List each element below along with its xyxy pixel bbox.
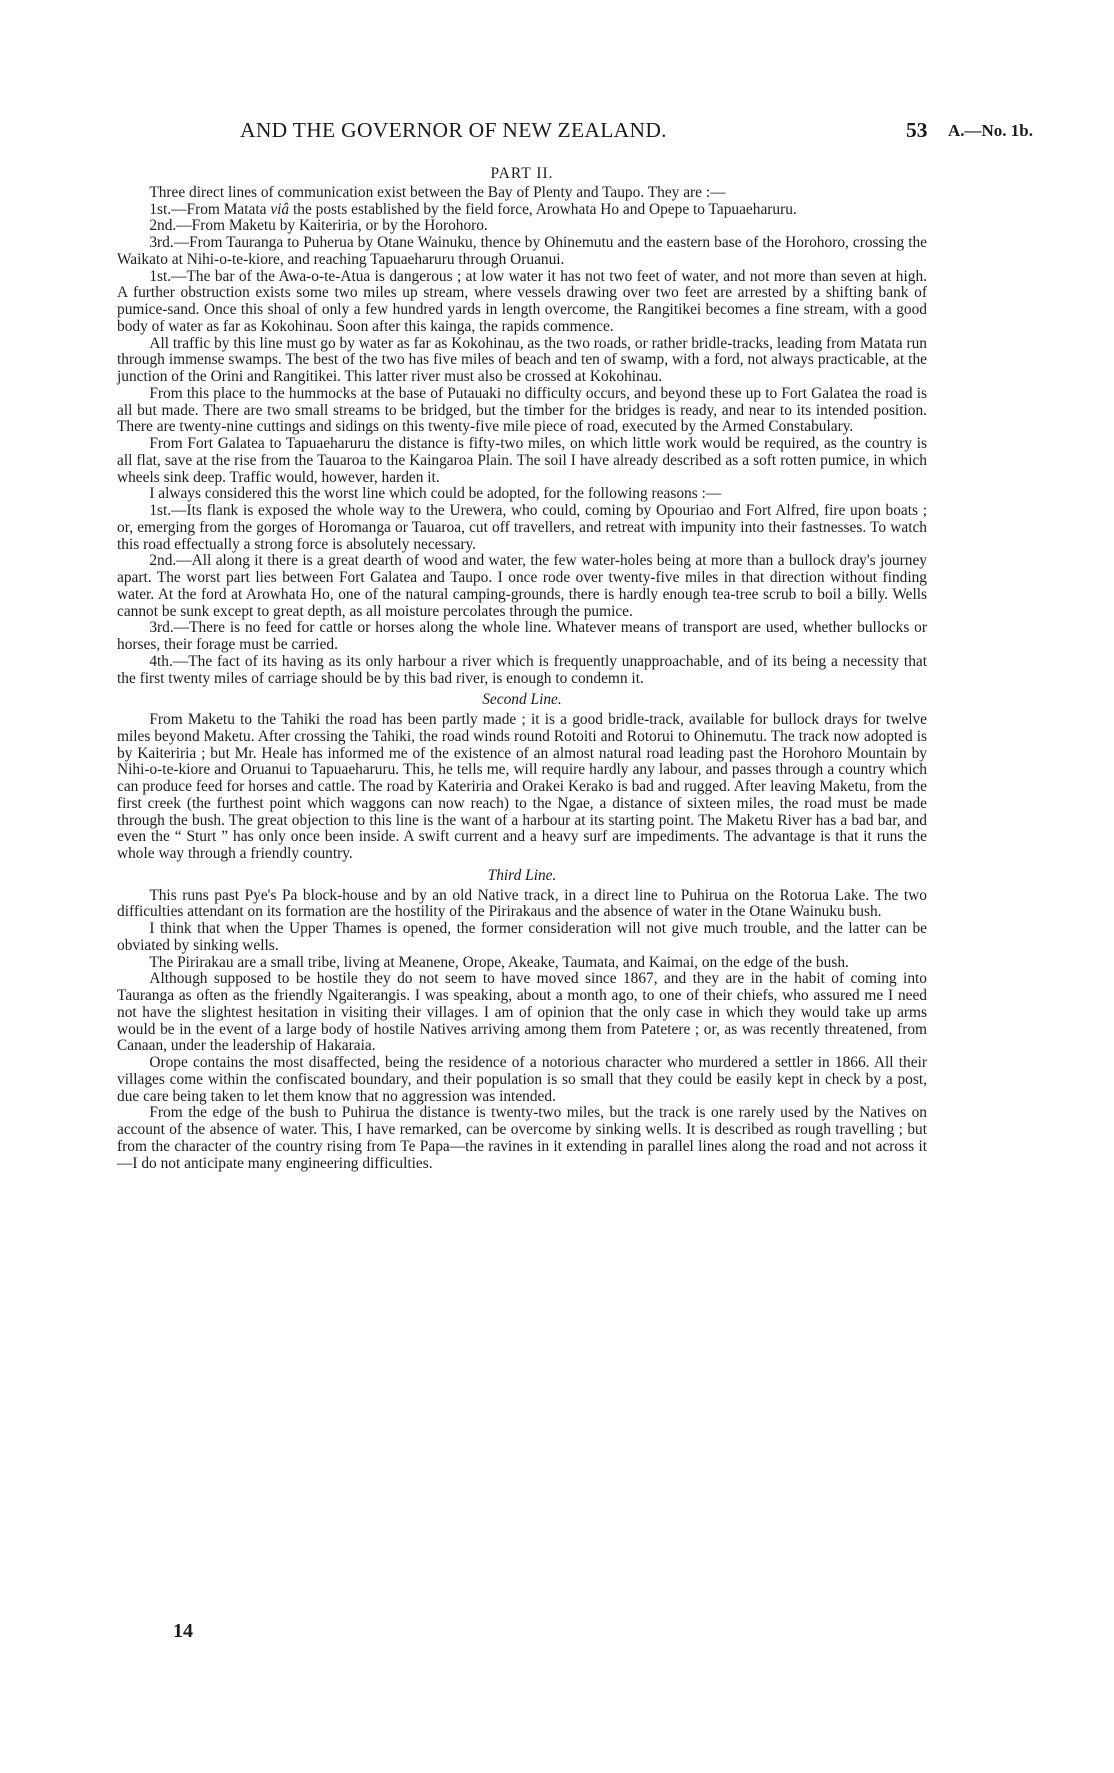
signature-mark: 14: [173, 1620, 193, 1642]
paragraph: This runs past Pye's Pa block-house and by an old Native track, in a direct line to Puhirua on the Rotorua Lake. The two difficulties attendant on its formation are the hostility of the Pirirakaus and the absence of water in the Otane Wainuku bush.: [117, 886, 927, 921]
paragraph: The Pirirakau are a small tribe, living at Meanene, Orope, Akeake, Taumata, and Kaimai, on the edge of the bush.: [149, 953, 849, 971]
paragraph: 1st.—The bar of the Awa-o-te-Atua is dangerous ; at low water it has not two feet of water, and not more than seven at high. A further obstruction exists some two miles up stream, where vessels drawing over two feet are arrested by a shifting bank of pumice-sand. Once this shoal of only a few hundred yards in length overcome, the Rangitikei becomes a fine stream, with a good body of water as far as Kokohinau. Soon after this kainga, the rapids commence.: [117, 267, 927, 335]
part-heading: PART II.: [490, 165, 554, 182]
paragraph: Three direct lines of communication exist between the Bay of Plenty and Taupo. They are :—: [149, 183, 726, 201]
paragraph: From this place to the hummocks at the base of Putauaki no difficulty occurs, and beyond these up to Fort Galatea the road is all but made. There are two small streams to be bridged, but the timber for the bridges is ready, and near to its intended position. There are twenty-nine cuttings and sidings on this twenty-five mile piece of road, executed by the Armed Constabulary.: [117, 384, 927, 436]
page-number: 53: [906, 118, 928, 142]
section-heading-second-line: Second Line.: [482, 691, 562, 709]
italic-term: viâ: [270, 200, 290, 218]
paragraph: All traffic by this line must go by water as far as Kokohinau, as the two roads, or rather bridle-tracks, leading from Matata run through immense swamps. The best of the two has five miles of beach and ten of swamp, with a ford, not always practicable, at the junction of the Orini and Rangitikei. This latter river must also be crossed at Kokohinau.: [117, 334, 927, 385]
paragraph: From Fort Galatea to Tapuaeharuru the distance is fifty-two miles, on which little work would be required, as the country is all flat, save at the rise from the Tauaroa to the Kaingaroa Plain. The soil I have already described as a soft rotten pumice, in which wheels sink deep. Traffic would, however, harden it.: [117, 435, 927, 486]
paragraph: 3rd.—From Tauranga to Puherua by Otane Wainuku, thence by Ohinemutu and the eastern base of the Horohoro, crossing the Waikato at Nihi-o-te-kiore, and reaching Tapuaeharuru through Oruanui.: [117, 234, 927, 268]
paragraph: I think that when the Upper Thames is opened, the former consideration will not give much trouble, and the latter can be obviated by sinking wells.: [117, 920, 927, 954]
paragraph: I always considered this the worst line which could be adopted, for the following reasons :—: [149, 485, 722, 503]
paragraph: 3rd.—There is no feed for cattle or horses along the whole line. Whatever means of transport are used, whether bullocks or horses, their forage must be carried.: [117, 619, 927, 653]
paragraph: 2nd.—From Maketu by Kaiteriria, or by the Horohoro.: [149, 217, 488, 235]
running-title: AND THE GOVERNOR OF NEW ZEALAND.: [240, 118, 667, 142]
paragraph: 2nd.—All along it there is a great dearth of wood and water, the few water-holes being at more than a bullock dray's journey apart. The worst part lies between Fort Galatea and Taupo. I once rode over twenty-five miles in that direction without finding water. At the ford at Arowhata Ho, one of the natural camping-grounds, there is hardly enough tea-tree scrub to boil a billy. Wells cannot be sunk except to great depth, as all moisture percolates through the pumice.: [117, 552, 927, 620]
paragraph: Orope contains the most disaffected, being the residence of a notorious character who murdered a settler in 1866. All their villages come within the confiscated boundary, and their population is so small that they could be easily kept in check by a post, due care being taken to let them know that no aggression was intended.: [117, 1054, 927, 1105]
paragraph: Although supposed to be hostile they do not seem to have moved since 1867, and they are in the habit of coming into Tauranga as often as the friendly Ngaiterangis. I was speaking, about a month ago, to one of their chiefs, who assured me I need not have the slightest hesitation in visiting their villages. I am of opinion that the only case in which they would take up arms would be in the event of a large body of hostile Natives arriving among them from Patetere ; or, as was recently threatened, from Canaan, under the leadership of Hakaraia.: [117, 970, 927, 1055]
page-header: [0, 118, 1114, 148]
body-text: [117, 166, 927, 1172]
paragraph: 1st.—From Matata viâ the posts established by the field force, Arowhata Ho and Opepe to Tapuaeharuru.: [149, 200, 797, 218]
paragraph: From Maketu to the Tahiki the road has been partly made ; it is a good bridle-track, available for bullock drays for twelve miles beyond Maketu. After crossing the Tahiki, the road winds round Rotoiti and Rotorui to Ohinemutu. The track now adopted is by Kaiteriria ; but Mr. Heale has informed me of the existence of an almost natural road leading past the Horohoro Mountain by Nihi-o-te-kiore and Oruanui to Tapuaeharuru. This, he tells me, will require hardly any labour, and passes through a country which can produce feed for horses and cattle. The road by Kateriria and Orakei Kerako is bad and rugged. After leaving Maketu, from the first creek (the furthest point which waggons can now reach) to the Ngae, a distance of sixteen miles, the road must be made through the bush. The great objection to this line is the want of a harbour at its starting point. The Maketu River has a bad bar, and even the “ Sturt ” has only once been inside. A swift current and a heavy surf are impediments. The advantage is that it runs the whole way through a friendly country.: [117, 711, 927, 862]
section-heading-third-line: Third Line.: [487, 866, 557, 884]
paragraph: 4th.—The fact of its having as its only harbour a river which is frequently unapproachable, and of its being a necessity that the first twenty miles of carriage should be by this bad river, is enough to condemn it.: [117, 652, 927, 687]
paragraph: 1st.—Its flank is exposed the whole way to the Urewera, who could, coming by Opouriao and Fort Alfred, fire upon boats ; or, emerging from the gorges of Horomanga or Tauaroa, cut off travellers, and retreat with impunity into their fastnesses. To watch this road effectually a strong force is absolutely necessary.: [117, 502, 927, 553]
paper-reference: A.—No. 1b.: [948, 121, 1034, 140]
paragraph: From the edge of the bush to Puhirua the distance is twenty-two miles, but the track is one rarely used by the Natives on account of the absence of water. This, I have remarked, can be overcome by sinking wells. It is described as rough travelling ; but from the character of the country rising from Te Papa—the ravines in it extending in parallel lines along the road and not across it—I do not anticipate many engineering difficulties.: [117, 1104, 927, 1172]
